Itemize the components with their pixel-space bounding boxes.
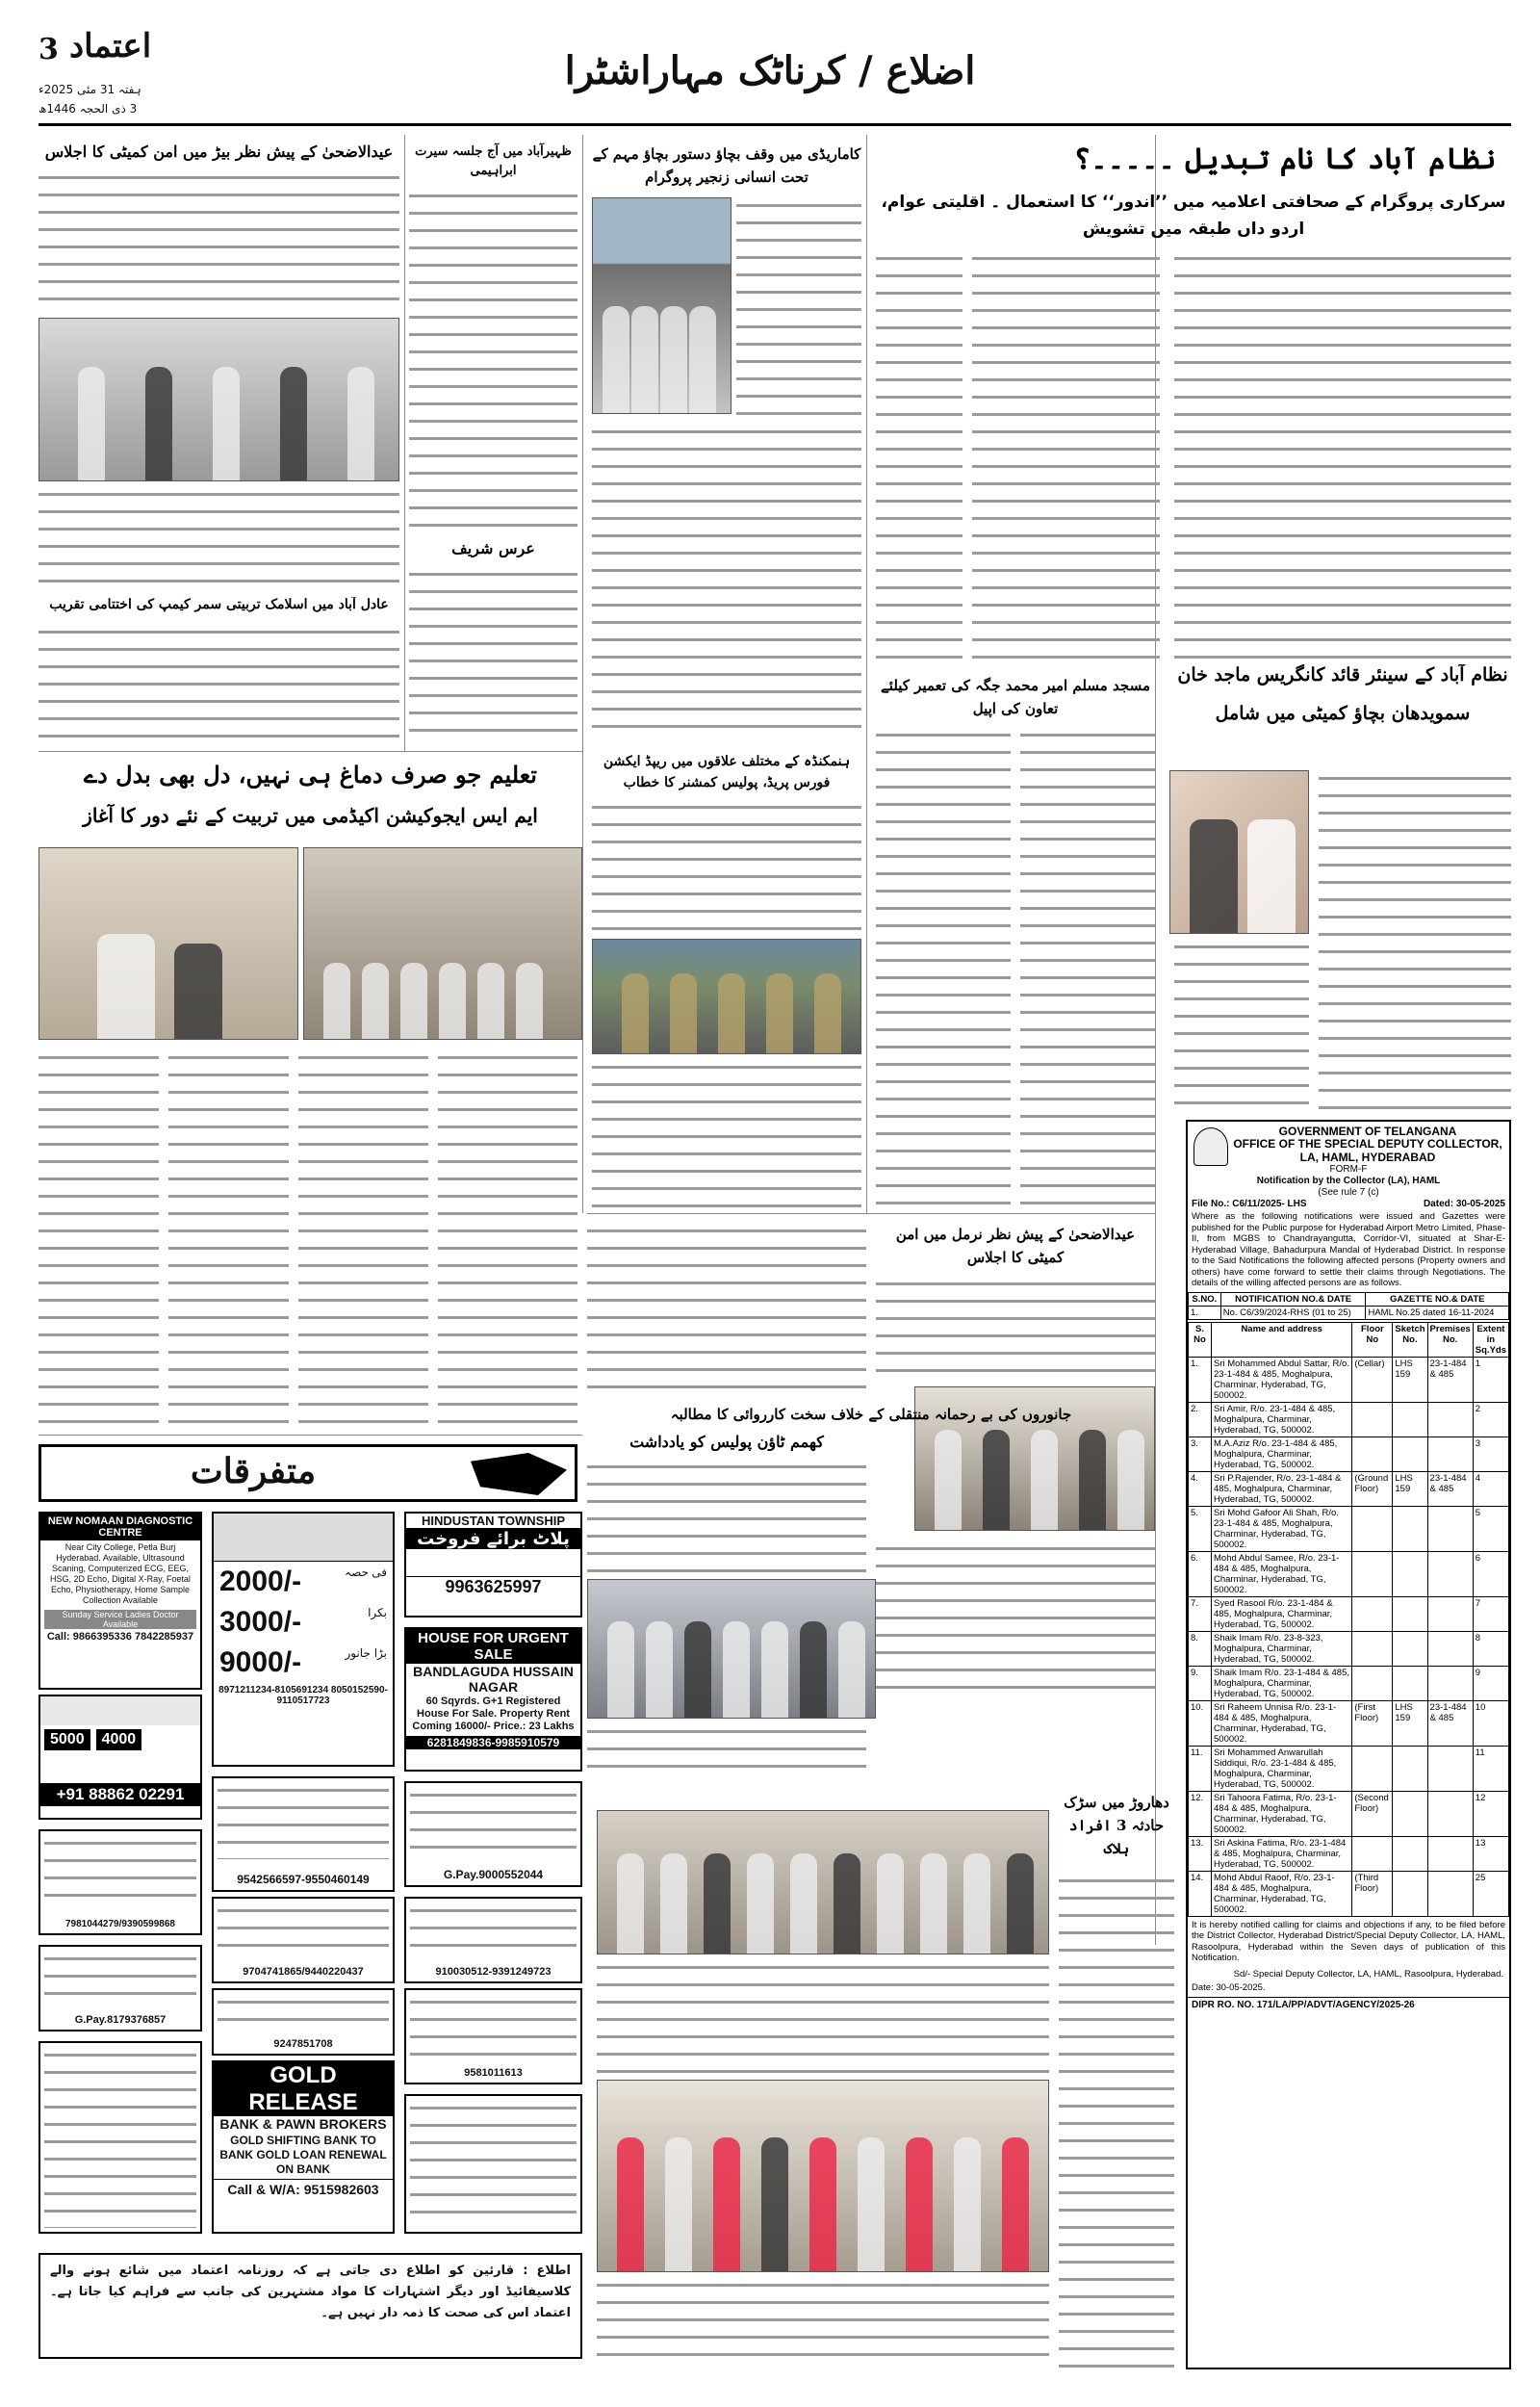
table-cell-sketch	[1393, 1666, 1427, 1700]
table-cell-no: 14.	[1189, 1871, 1212, 1916]
table-row	[1189, 1836, 1509, 1871]
table-cell-premises	[1427, 1596, 1473, 1631]
classifieds-icon	[471, 1453, 567, 1495]
notice-form: FORM-F	[1329, 1164, 1368, 1175]
ad-diagnostic-title: NEW NOMAAN DIAGNOSTIC CENTRE	[40, 1514, 200, 1540]
table-cell-premises	[1427, 1836, 1473, 1871]
headline-adilabad-camp: عادل آباد میں اسلامک تربیتی سمر کیمپ کی اختتامی تقریب	[49, 597, 389, 612]
notice-rule: (See rule 7 (c)	[1318, 1187, 1379, 1198]
column-rule	[866, 135, 867, 1213]
table-cell-extent: 1	[1473, 1357, 1508, 1402]
table-cell-name: Sri Tahoora Fatima, R/o. 23-1-484 & 485, Moghalpura, Charminar, Hyderabad, TG, 500002.	[1212, 1791, 1352, 1836]
table-cell-name: Sri Mohd Gafoor Ali Shah, R/o. 23-1-484 & 485, Moghalpura, Charminar, Hyderabad, TG, 500002.	[1212, 1506, 1352, 1551]
ad-diagnostic-sunday: Sunday Service Ladies Doctor Available	[44, 1610, 196, 1629]
ad-diagnostic-phone: Call: 9866395336 7842285937	[46, 1631, 194, 1643]
table-row	[1189, 1666, 1509, 1700]
table-cell-sketch: LHS 159	[1393, 1700, 1427, 1746]
table-cell-extent: 5	[1473, 1506, 1508, 1551]
table-cell-name: Mohd Abdul Raoof, R/o. 23-1-484 & 485, Moghalpura, Charminar, Hyderabad, TG, 500002.	[1212, 1871, 1352, 1916]
article-body	[592, 424, 861, 741]
table-cell-name: Mohd Abdul Samee, R/o. 23-1-484 & 485, Moghalpura, Charminar, Hyderabad, TG, 500002.	[1212, 1551, 1352, 1596]
table-cell-extent: 13	[1473, 1836, 1508, 1871]
ad-gold-phone: Call & W/A: 9515982603	[214, 2179, 393, 2197]
subhead-majid-khan: سمویدھان بچاؤ کمیٹی میں شامل	[1215, 703, 1471, 724]
section-title: اضلاع / کرناٹک مہاراشٹرا	[564, 48, 976, 93]
photo-eid-beed	[38, 318, 399, 481]
ad-qurbani	[212, 1512, 395, 1767]
table-cell-premises: 23-1-484 & 485	[1427, 1700, 1473, 1746]
headline-eid-nirmal: عیدالاضحیٰ کے پیش نظر نرمل میں امن کمیٹی کا اجلاس	[895, 1226, 1136, 1266]
table-cell-extent: 2	[1473, 1402, 1508, 1436]
ad-classified	[212, 1988, 395, 2056]
table-cell-name: Sri Mohammed Abdul Sattar, R/o. 23-1-484 & 485, Moghalpura, Charminar, Hyderabad, TG, 500002.	[1212, 1357, 1352, 1402]
table-cell-no: 11.	[1189, 1746, 1212, 1791]
table-cell-sketch	[1393, 1402, 1427, 1436]
table-cell-floor: (First Floor)	[1352, 1700, 1393, 1746]
table-cell-name: Sri Askina Fatima, R/o. 23-1-484 & 485, Moghalpura, Charminar, Hyderabad, TG, 500002.	[1212, 1836, 1352, 1871]
article-body	[438, 1049, 578, 1425]
article-body	[592, 1059, 861, 1208]
table-cell-sketch	[1393, 1596, 1427, 1631]
article-body	[876, 727, 1011, 1208]
table-cell-premises	[1427, 1436, 1473, 1471]
ad-qurbani-price-3	[214, 1643, 393, 1683]
ad-qurbani-header	[214, 1514, 393, 1562]
table-cell-floor	[1352, 1436, 1393, 1471]
photo-group-2	[597, 2080, 1049, 2272]
date-line-1: ہفتہ 31 مئی 2025ء	[38, 83, 141, 96]
article-body	[298, 1049, 428, 1425]
table-cell-no: 1.	[1189, 1357, 1212, 1402]
notice-file-no: File No.: C6/11/2025- LHS	[1192, 1199, 1307, 1209]
classifieds-header	[38, 1444, 578, 1502]
table-cell-floor	[1352, 1836, 1393, 1871]
page-number: 3	[38, 33, 59, 66]
table-head: S.NO.	[1189, 1292, 1221, 1306]
ad-classified	[404, 1988, 582, 2084]
table-cell-sketch: LHS 159	[1393, 1471, 1427, 1506]
table-cell-no: 5.	[1189, 1506, 1212, 1551]
photo-group-1	[597, 1810, 1049, 1954]
classifieds-title: متفرقات	[190, 1451, 317, 1491]
price-label: فی حصہ	[345, 1566, 387, 1579]
table-cell-premises	[1427, 1871, 1473, 1916]
ad-gold-sub: BANK & PAWN BROKERS	[219, 2116, 387, 2132]
col-head: Name and address	[1212, 1322, 1352, 1357]
table-cell-sketch	[1393, 1791, 1427, 1836]
ad-urgent-place: BANDLAGUDA HUSSAIN NAGAR	[413, 1664, 574, 1695]
article-body	[168, 1049, 289, 1425]
table-cell: No. C6/39/2024-RHS (01 to 25)	[1220, 1306, 1366, 1319]
ad-mosque-phones: 9542566597-9550460149	[237, 1873, 370, 1886]
table-cell-name: Sri P.Rajender, R/o. 23-1-484 & 485, Moghalpura, Charminar, Hyderabad, TG, 500002.	[1212, 1471, 1352, 1506]
table-row	[1189, 1700, 1509, 1746]
ad-classified-phone: 7981044279/9390599868	[64, 1919, 175, 1929]
headline-majid-khan: نظام آباد کے سینئر قائد کانگریس ماجد خان	[1177, 664, 1508, 686]
table-cell-premises	[1427, 1551, 1473, 1596]
col-head: Floor No	[1352, 1322, 1393, 1357]
section-rule	[38, 751, 582, 752]
article-body	[1319, 770, 1511, 1117]
table-cell-no: 2.	[1189, 1402, 1212, 1436]
notice-dated: Dated: 30-05-2025	[1423, 1199, 1505, 1209]
table-cell-no: 3.	[1189, 1436, 1212, 1471]
ad-donation	[212, 1897, 395, 1983]
table-cell-no: 4.	[1189, 1471, 1212, 1506]
table-cell: 1.	[1189, 1306, 1221, 1319]
photo-education-1	[38, 847, 298, 1040]
table-cell-floor	[1352, 1596, 1393, 1631]
col-head: Sketch No.	[1393, 1322, 1427, 1357]
ad-qurbani-small-phone: +91 88862 02291	[40, 1783, 200, 1806]
ad-hindustan-title: HINDUSTAN TOWNSHIP	[406, 1514, 580, 1529]
table-cell-sketch	[1393, 1871, 1427, 1916]
table-cell-sketch	[1393, 1506, 1427, 1551]
ad-hindustan-township	[404, 1512, 582, 1618]
footer-notice: اطلاع : قارئین کو اطلاع دی جاتی ہے کہ روزنامہ اعتماد میں شائع ہونے والے کلاسیفائیڈ اور دیگر اشتہارات کا مواد مشتہرین کی جانب سے فراہم کیا جاتا ہے۔ اعتماد اس کی صحت کا ذمہ دار نہیں ہے۔	[38, 2253, 582, 2359]
date-line-2: 3 ذی الحجہ 1446ھ	[38, 102, 138, 116]
table-row	[1189, 1596, 1509, 1631]
table-cell-floor: (Second Floor)	[1352, 1791, 1393, 1836]
ad-urgent-body: 60 Sqyrds. G+1 Registered House For Sale. Property Rent Coming 16000/- Price.: 23 Lakhs	[412, 1695, 575, 1732]
notice-sign: Sd/- Special Deputy Collector, LA, HAML, Rasoolpura, Hyderabad.	[1233, 1968, 1503, 1980]
table-head: GAZETTE NO.& DATE	[1366, 1292, 1509, 1306]
table-cell-name: Sri Raheem Unnisa R/o. 23-1-484 & 485, Moghalpura, Charminar, Hyderabad, TG, 500002.	[1212, 1700, 1352, 1746]
article-body	[876, 1540, 1155, 1695]
table-cell-extent: 9	[1473, 1666, 1508, 1700]
ad-house-urgent-sale	[404, 1627, 582, 1772]
photo-human-chain	[592, 197, 732, 414]
table-cell-premises	[1427, 1631, 1473, 1666]
table-row	[1189, 1506, 1509, 1551]
headline-nizamabad: نظام آباد کا نام تبدیل ۔۔۔۔۔؟	[1073, 142, 1497, 176]
ad-classified	[38, 1829, 202, 1935]
article-body	[587, 1223, 866, 1396]
table-cell-extent: 10	[1473, 1700, 1508, 1746]
article-body	[1174, 250, 1511, 664]
table-cell-sketch	[1393, 1836, 1427, 1871]
table-cell-premises	[1427, 1666, 1473, 1700]
ad-urgent-title: HOUSE FOR URGENT SALE	[406, 1629, 580, 1664]
ad-urgent-phone: 6281849836-9985910579	[406, 1736, 580, 1749]
ad-diagnostic-centre	[38, 1512, 202, 1690]
government-notice	[1186, 1120, 1511, 2369]
masthead	[0, 0, 1540, 135]
table-cell-extent: 4	[1473, 1471, 1508, 1506]
table-cell-sketch	[1393, 1746, 1427, 1791]
table-cell-floor	[1352, 1746, 1393, 1791]
table-cell-extent: 12	[1473, 1791, 1508, 1836]
table-cell-premises: 23-1-484 & 485	[1427, 1471, 1473, 1506]
headline-urs-sharif: عرس شریف	[451, 539, 535, 557]
table-cell-premises	[1427, 1402, 1473, 1436]
ad-classified-phone: 9581011613	[464, 2067, 523, 2079]
notice-summary-table	[1188, 1292, 1509, 1320]
ad-qurbani-small	[38, 1695, 202, 1820]
table-cell-no: 12.	[1189, 1791, 1212, 1836]
article-body	[597, 1959, 1049, 2075]
table-cell-floor	[1352, 1666, 1393, 1700]
headline-road-accident: دھاروڑ میں سڑک حادثہ 3 افراد ہلاک	[1064, 1794, 1169, 1857]
ad-gold-body: GOLD SHIFTING BANK TO BANK GOLD LOAN RENEWAL ON BANK	[219, 2134, 387, 2176]
ad-hindustan-sub: پلاٹ برائے فروخت	[406, 1529, 580, 1549]
table-cell-extent: 7	[1473, 1596, 1508, 1631]
article-body	[587, 1723, 866, 1781]
ad-qurbani-price-2	[214, 1602, 393, 1643]
article-body	[38, 169, 399, 314]
headline-cruelty: جانوروں کی بے رحمانہ منتقلی کے خلاف سخت کارروائی کا مطالبہ	[670, 1406, 1072, 1423]
table-row	[1189, 1471, 1509, 1506]
article-body	[1059, 1873, 1174, 2368]
article-body	[876, 250, 962, 664]
notice-dipr: DIPR RO. NO. 171/LA/PP/ADVT/AGENCY/2025-26	[1188, 1997, 1509, 2013]
table-cell-extent: 8	[1473, 1631, 1508, 1666]
table-cell-no: 8.	[1189, 1631, 1212, 1666]
ad-gpay-1-text: G.Pay.9000552044	[443, 1868, 544, 1881]
ad-gold-release	[212, 2060, 395, 2234]
notice-sign-date: Date: 30-05-2025.	[1192, 1981, 1266, 1993]
ad-classified-phone: 910030512-9391249723	[435, 1966, 552, 1978]
ad-gold-title: GOLD RELEASE	[214, 2062, 393, 2116]
article-body	[972, 250, 1160, 664]
article-body	[1174, 939, 1309, 1112]
ad-classified	[404, 2094, 582, 2234]
ad-gpay-1	[404, 1781, 582, 1887]
column-rule	[582, 135, 583, 1213]
photo-khammam	[587, 1579, 876, 1719]
notice-gov: GOVERNMENT OF TELANGANA	[1278, 1125, 1457, 1138]
price-badge: 5000	[44, 1729, 90, 1750]
notice-persons-table	[1188, 1322, 1509, 1917]
table-cell-name: M.A.Aziz R/o. 23-1-484 & 485, Moghalpura, Charminar, Hyderabad, TG, 500002.	[1212, 1436, 1352, 1471]
ad-classified	[38, 2041, 202, 2234]
col-head: Extent in Sq.Yds	[1473, 1322, 1508, 1357]
article-body	[736, 197, 861, 419]
table-cell-floor	[1352, 1402, 1393, 1436]
table-cell-name: Sri Amir, R/o. 23-1-484 & 485, Moghalpura, Charminar, Hyderabad, TG, 500002.	[1212, 1402, 1352, 1436]
table-cell-sketch	[1393, 1436, 1427, 1471]
column-rule	[404, 135, 405, 751]
headline-masjid-appeal: مسجد مسلم امیر محمد جگہ کی تعمیر کیلئے تعاون کی اپیل	[881, 677, 1150, 717]
table-row	[1189, 1631, 1509, 1666]
table-cell-extent: 25	[1473, 1871, 1508, 1916]
table-cell-floor	[1352, 1551, 1393, 1596]
notice-title: Notification by the Collector (LA), HAML	[1256, 1176, 1441, 1186]
table-cell-floor	[1352, 1631, 1393, 1666]
ad-diagnostic-body: Near City College, Petla Burj Hyderabad. Available, Ultrasound Scaning, Computerized ECG, EEG, HSG, 2D Echo, Digital X-Ray, Foetal Echo, Physiotherapy, Home Sample Collection Available	[50, 1542, 191, 1605]
table-cell-name: Syed Rasool R/o. 23-1-484 & 485, Moghalpura, Charminar, Hyderabad, TG, 500002.	[1212, 1596, 1352, 1631]
article-body	[592, 799, 861, 934]
table-row	[1189, 1357, 1509, 1402]
table-cell-no: 7.	[1189, 1596, 1212, 1631]
article-body	[38, 486, 399, 592]
table-row	[1189, 1551, 1509, 1596]
headline-khammam: کھمم ٹاؤن پولیس کو یادداشت	[629, 1433, 824, 1451]
photo-rapid-force	[592, 939, 861, 1054]
table-head: NOTIFICATION NO.& DATE	[1220, 1292, 1366, 1306]
table-cell-sketch	[1393, 1551, 1427, 1596]
article-body	[38, 1049, 159, 1425]
ad-gpay-2-text: G.Pay.8179376857	[74, 2014, 167, 2026]
article-body	[409, 566, 578, 744]
table-row	[1189, 1791, 1509, 1836]
table-cell-extent: 3	[1473, 1436, 1508, 1471]
ad-hindustan-phone: 9963625997	[406, 1576, 580, 1597]
headline-education: تعلیم جو صرف دماغ ہی نہیں، دل بھی بدل دے	[84, 761, 537, 789]
headline-zaheerabad: ظہیرآباد میں آج جلسہ سیرت ابراہیمی	[415, 144, 572, 178]
ad-qurbani-price-1	[214, 1562, 393, 1602]
col-head: S. No	[1189, 1322, 1212, 1357]
price: 2000/-	[219, 1566, 302, 1597]
notice-footer: It is hereby notified calling for claims and objections if any, to be filed before the District Collector, Hyderabad District/Special Deputy Collector, LA, HAML, Rasoolpura, Hyderabad within the Seven days of publication of this Notification.	[1192, 1919, 1505, 1963]
notice-emblem	[1194, 1127, 1228, 1166]
table-cell-floor: (Ground Floor)	[1352, 1471, 1393, 1506]
price-label: بکرا	[368, 1606, 387, 1619]
ad-donation-phone: 9704741865/9440220437	[243, 1966, 364, 1978]
masthead-rule	[38, 123, 1511, 126]
notice-office: OFFICE OF THE SPECIAL DEPUTY COLLECTOR, LA, HAML, HYDERABAD	[1233, 1137, 1502, 1164]
table-cell-no: 10.	[1189, 1700, 1212, 1746]
table-cell-premises	[1427, 1746, 1473, 1791]
table-row	[1189, 1436, 1509, 1471]
subhead-education: ایم ایس ایجوکیشن اکیڈمی میں تربیت کے نئے دور کا آغاز	[83, 804, 538, 827]
ad-classified	[404, 1897, 582, 1983]
section-rule	[38, 1435, 582, 1436]
logo	[38, 27, 154, 75]
table-cell-sketch: LHS 159	[1393, 1357, 1427, 1402]
table-cell-no: 13.	[1189, 1836, 1212, 1871]
article-body	[1020, 727, 1155, 1208]
subhead-nizamabad: سرکاری پروگرام کے صحافتی اعلامیہ میں ’’اندور‘‘ کا استعمال ۔ اقلیتی عوام، اردو داں طبقہ میں تشویش	[881, 193, 1506, 239]
headline-eid-beed: عیدالاضحیٰ کے پیش نظر بیڑ میں امن کمیٹی کا اجلاس	[44, 142, 394, 161]
table-cell-floor: (Cellar)	[1352, 1357, 1393, 1402]
ad-mosque-appeal	[212, 1776, 395, 1892]
notice-body: Where as the following notifications were issued and Gazettes were published for the Public purpose for Hyderabad Airport Metro Limited, Phase-II, from MGBS to Chandrayangutta, Corridor-VI, situated at Shar-E-Hyderabad Village, Bahadurpura Mandal of Hyderabad District. In response to the Said Notifications the following affected persons (Property owners and others) have come forward to settle their claims through Negotiations. The details of the willing affected persons are as follows.	[1192, 1211, 1505, 1288]
table-cell-no: 9.	[1189, 1666, 1212, 1700]
table-cell-premises	[1427, 1506, 1473, 1551]
table-cell-premises	[1427, 1791, 1473, 1836]
table-cell-extent: 6	[1473, 1551, 1508, 1596]
table-cell: HAML No.25 dated 16-11-2024	[1366, 1306, 1509, 1319]
section-rule	[587, 1213, 1155, 1214]
table-row	[1189, 1871, 1509, 1916]
price-label: بڑا جانور	[345, 1646, 387, 1660]
table-cell-floor: (Third Floor)	[1352, 1871, 1393, 1916]
ad-classified-phone: 9247851708	[273, 2038, 333, 2050]
price: 9000/-	[219, 1646, 302, 1678]
table-cell-name: Sri Mohammed Anwarullah Siddiqui, R/o. 23-1-484 & 485, Moghalpura, Charminar, Hyderabad, TG, 500002.	[1212, 1746, 1352, 1791]
headline-kamareddy: کاماریڈی میں وقف بچاؤ دستور بچاؤ مہم کے تحت انسانی زنجیر پروگرام	[592, 145, 861, 186]
price-badge: 4000	[96, 1729, 142, 1750]
price: 3000/-	[219, 1606, 302, 1638]
photo-education-2	[303, 847, 582, 1040]
logo-text: اعتماد	[69, 27, 152, 65]
article-body	[587, 1459, 866, 1574]
ad-gpay-2	[38, 1945, 202, 2032]
article-body	[597, 2277, 1049, 2368]
table-cell-no: 6.	[1189, 1551, 1212, 1596]
table-cell-name: Shaik Imam R/o. 23-1-484 & 485, Moghalpura, Charminar, Hyderabad, TG, 500002.	[1212, 1666, 1352, 1700]
photo-majid-khan	[1169, 770, 1309, 934]
table-row	[1189, 1746, 1509, 1791]
table-cell-sketch	[1393, 1631, 1427, 1666]
headline-rapid-force: ہنمکنڈہ کے مختلف علاقوں میں ریپڈ ایکشن فورس پریڈ، پولیس کمشنر کا خطاب	[603, 754, 851, 790]
table-cell-extent: 11	[1473, 1746, 1508, 1791]
ad-qurbani-phones: 8971211234-8105691234 8050152590-9110517723	[218, 1685, 388, 1706]
ad-qurbani-small-header	[40, 1696, 200, 1725]
article-body	[409, 188, 578, 534]
article-body	[876, 1276, 1155, 1382]
table-cell-name: Shaik Imam R/o. 23-8-323, Moghalpura, Charminar, Hyderabad, TG, 500002.	[1212, 1631, 1352, 1666]
table-cell-premises: 23-1-484 & 485	[1427, 1357, 1473, 1402]
col-head: Premises No.	[1427, 1322, 1473, 1357]
table-row	[1189, 1402, 1509, 1436]
table-cell-floor	[1352, 1506, 1393, 1551]
article-body	[38, 624, 399, 744]
